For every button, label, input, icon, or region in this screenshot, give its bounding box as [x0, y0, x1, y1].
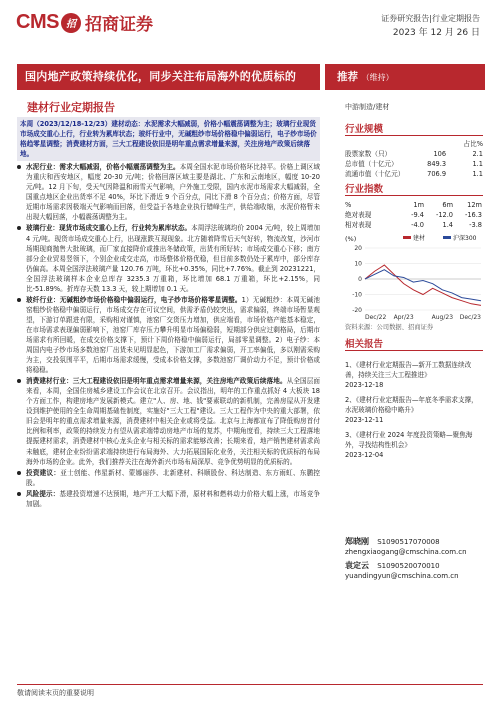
sector-label: 中游制造/建材 [345, 103, 390, 111]
y-tick-label: 20 [354, 245, 362, 252]
table-row [345, 159, 483, 169]
table-cell: 流通市值（十亿元） [345, 170, 405, 178]
paragraph-text: 本周浮法玻璃均价 2004 元/吨，较上周增加 4 元/吨。现货市场成交重心上行，出现涨跌互现现象。北方随着降雪后天气好转，物流改复，沙河市场期现商抛售大批玻璃，而厂家直接降价或推出冬储政策，出货有所好转；市场成交重心下移；南方部分企业贸易竖领下，个别企业成交走高，市场整体价格优稳，但目前多数仍处于累库中，部分库存仍偏高。本周全国浮法玻璃产量 120.76 万吨，环比+0.35%，同比+7.76%。截止到 20231221，全国浮法玻璃样本企业总库存 3235.3 万重箱，环比增加 68.1 万重箱，环比+2.15%，同比-51.89%。折库存天数 13.3 天，较上期增加 0.1 天。 [26, 224, 320, 293]
table-cell: -12.0 [435, 211, 453, 219]
chart-yticks [352, 245, 362, 314]
table-cell: 股票家数（只） [345, 150, 392, 158]
divider [345, 135, 483, 136]
chart-source: 资料来源：公司数据、招商证券 [345, 324, 434, 331]
paragraph-risk [17, 489, 320, 509]
paragraph-text: 从全国层面来看，本周，全国住房城乡建设工作会议在北京召开。会议指出，明年的工作重点抓好 4 大板块 18 个方面工作，构建房地产发展新模式。建立"人、房、地、钱"要素联动的新机制，完善房屋从开发建设到维护使用的全生命周期基础性制度，实施好"三大工程"建设。三大工程作为中央的重大部署，依旧会是明年的重点需求增量来源，消费建材中相关企业或将受益。北京与上海都宣布了降低购房首付比例和利率，政策的持续发力有望从需求端带动房地产市场的复苏，中期角度看，持续三大工程落地提振建材需求，消费建材中核心龙头企业与相关标的需求能够改善；长期来看，地产销售建材需求尚未触底，建材企业纷纷需求端持续进行布局海外、大力拓展国际化业务，关注相关标的优质标的布局海外市场的企业。此外，我们推荐关注在海外新兴市场布局深厚、竞争优势明显的优质标的。 [26, 377, 321, 466]
bullet-icon [17, 379, 21, 383]
related-report-item[interactable] [345, 395, 483, 425]
table-header-row [345, 200, 483, 210]
related-report-date: 2023-12-18 [345, 381, 384, 389]
related-reports-title: 相关报告 [345, 339, 384, 350]
paragraph-heading: 玻璃行业：现货市场成交重心上行，行业转为累库状态。 [26, 224, 192, 233]
chart-ylabel: (%) [345, 235, 357, 243]
table-cell: 绝对表现 [345, 211, 372, 219]
logo-mark-icon: 招 [61, 13, 81, 33]
bullet-icon [17, 471, 21, 475]
x-tick-label: Apr/23 [393, 314, 414, 321]
table-header-cell: 1m [413, 201, 424, 209]
header-meta [381, 12, 480, 40]
analyst-email[interactable]: yuandingyun@cmschina.com.cn [345, 571, 459, 580]
table-header-row [345, 139, 483, 149]
related-report-date: 2023-12-04 [345, 451, 384, 459]
table-header-cell: 占比% [463, 140, 483, 148]
table-cell: 849.3 [427, 160, 447, 168]
analyst-email[interactable]: zhengxiaogang@cmschina.com.cn [345, 547, 467, 556]
report-type: 证券研究报告|行业定期报告 [381, 14, 480, 23]
rating-banner [325, 64, 485, 90]
related-report-title: 《建材行业定期报告—新开工数据连续改善，持续关注三大工程推进》 [345, 361, 472, 379]
paragraph-text: 基建投资增速不达预期，地产开工大幅下滑，原材料和燃料动力价格大幅上涨，市场竞争加剧。 [26, 489, 321, 508]
divider [345, 195, 483, 196]
paragraph-text: 亚士创能、伟星新材、蒙娜丽莎、北新建材、科顺股份、科达制造、东方雨虹、东鹏控股。 [26, 468, 321, 487]
related-report-number: 3、 [345, 431, 356, 439]
summary-box: 本周（2023/12/18-12/23）建材动态：水泥需求大幅减弱，价格小幅震荡调整为主；玻璃行业现货市场成交重心上行，行业转为累库状态；玻纤行业中，无碱粗纱市场价格稳中偏弱运行，电子纱市场价格趋零星调整；消费建材方面，三大工程建设依旧是明年重点需求增量来源，关注房地产政策后续落地。 [17, 117, 320, 161]
footer-divider [17, 684, 483, 685]
table-header-cell: 6m [442, 201, 453, 209]
x-tick-label: Aug/23 [431, 314, 454, 321]
table-row [345, 169, 483, 179]
y-tick-label: 10 [354, 260, 362, 268]
table-cell: 106 [433, 150, 447, 158]
analyst-block [345, 537, 485, 581]
table-header-cell: % [345, 201, 352, 209]
related-report-date: 2023-12-11 [345, 416, 384, 424]
table-cell: 706.9 [427, 170, 447, 178]
analyst-name: 郑晓刚 [345, 537, 369, 546]
report-title-banner: 国内地产政策持续优化，同步关注布局海外的优质标的 [17, 64, 320, 90]
table-row [345, 210, 483, 220]
paragraph-fiberglass [17, 295, 320, 375]
paragraph-text: 本周全国水泥市场价格环比持平。价格上调区域为重庆和西安地区，幅度 20-30 元/吨；价格回落区域主要是湖北、广东和云南地区，幅度 10-20 元/吨。12 月下旬，受天气因降温和雨雪天气影响，户外施工受限，国内水泥市场需求大幅减弱，全国重点地区企业出货率不足 40%，环比下滑近 9 个百分点，同比下滑 8 个百分点；价格方面，尽管近期市场需求因极端天气影响而回落，但受益于各地企业执行错峰生产，供给端收缩，水泥价格暂未出现大幅回落，小幅震荡调整为主。 [26, 163, 321, 222]
table-cell: -3.8 [469, 221, 482, 229]
paragraph-heading: 投资建议： [26, 468, 61, 477]
rating-label: 推荐 [337, 71, 358, 83]
report-date: 2023 年 12 月 26 日 [392, 28, 480, 38]
y-tick-label: 0 [358, 276, 362, 283]
table-row [345, 149, 483, 159]
industry-scale-title: 行业规模 [345, 124, 384, 135]
main-content [17, 117, 320, 509]
analyst-cert: S1090517070008 [377, 538, 440, 546]
performance-table [345, 200, 483, 230]
analyst-name: 袁定云 [345, 561, 369, 570]
y-tick-label: -20 [352, 307, 362, 314]
paragraph-heading: 消费建材行业：三大工程建设依旧是明年重点需求增量来源，关注房地产政策后续落地。 [26, 377, 287, 386]
x-tick-label: Dec/23 [459, 314, 481, 321]
chart-grid [365, 248, 481, 310]
industry-scale-table [345, 139, 483, 179]
table-cell: 1.1 [472, 170, 483, 178]
table-header-cell: 12m [467, 201, 482, 209]
analyst-entry [345, 561, 485, 572]
performance-chart [343, 232, 485, 322]
related-report-number: 2、 [345, 396, 356, 404]
company-logo [16, 10, 153, 35]
chart-xticks [365, 314, 481, 321]
series-line [365, 270, 481, 301]
paragraph-glass [17, 223, 320, 293]
divider [345, 350, 483, 351]
analyst-cert: S1090520070010 [377, 562, 440, 570]
table-cell: -4.0 [411, 221, 424, 229]
paragraph-cement [17, 162, 320, 222]
table-cell: 1.1 [472, 160, 483, 168]
table-cell: -9.4 [411, 211, 424, 219]
table-cell: 相对表现 [345, 221, 372, 229]
performance-title: 行业指数 [345, 184, 384, 195]
table-cell: 1.4 [442, 221, 453, 229]
analyst-entry [345, 537, 485, 548]
paragraph-investment [17, 468, 320, 488]
logo-company-name: 招商证券 [84, 15, 153, 35]
table-cell: 总市值（十亿元） [345, 160, 398, 168]
footer-note: 敬请阅读末页的重要说明 [17, 689, 94, 697]
legend-swatch [403, 236, 411, 239]
legend-label: 沪深300 [453, 235, 477, 242]
related-report-title: 《建材行业 2024 年度投资策略—聚焦海外，寻找结构性机会》 [345, 431, 473, 449]
bullet-icon [17, 492, 21, 496]
related-report-number: 1、 [345, 361, 356, 369]
paragraph-consumer-materials [17, 376, 320, 466]
related-reports-list [345, 360, 483, 460]
bullet-icon [17, 298, 21, 302]
bullet-icon [17, 226, 21, 230]
chart-series [365, 265, 481, 305]
paragraph-heading: 风险提示： [26, 489, 60, 498]
report-subtitle: 建材行业定期报告 [27, 101, 115, 114]
paragraph-heading: 玻纤行业：无碱粗纱市场价格稳中偏弱运行，电子纱市场价格零星调整。 [26, 295, 242, 304]
related-report-item[interactable] [345, 430, 483, 460]
paragraph-text: 1）无碱粗纱：本周无碱池窑粗纱价格稳中偏弱运行，市场成交存在可议空间，供需矛盾仍较突出，需求偏弱，终端市场暂显观望，下游订单跟进有限，采购相对谨慎，池窑厂交货压力增加，供应端看，市场价格产能基本稳定，在市场需求表现偏弱影响下，池窑厂库存压力攀升明显市场偏稳弱，短期部分供应过剩格局，后期市场需求有所回暖，在成交价格支撑下，预计下周价格稳中偏弱运行，局部零星调整。2）电子纱：本周国内电子纱市场多数池窑厂出货未见明显起色，下游加工厂需求偏弱，开工率偏低，多以刚需采购为主，交投氛围平平，后期市场需求缓慢，受成本价格支撑，多数池窑厂调价动力不足，预计价格或将稳稳。 [26, 295, 321, 375]
chart-legend [403, 234, 477, 242]
logo-cms-text: CMS [16, 11, 59, 33]
table-row [345, 220, 483, 230]
legend-label: 建材 [413, 235, 426, 242]
y-tick-label: -10 [352, 291, 362, 299]
x-tick-label: Dec/22 [365, 314, 387, 321]
related-report-item[interactable] [345, 360, 483, 390]
bullet-icon [17, 165, 21, 169]
legend-swatch [443, 236, 451, 239]
rating-note: （维持） [361, 73, 394, 82]
table-cell: -16.3 [464, 211, 482, 219]
paragraph-heading: 水泥行业：需求大幅减弱，价格小幅震荡调整为主。 [26, 163, 180, 172]
related-report-title: 《建材行业定期报告—年底冬季需求支撑，水泥玻璃价格稳中略升》 [345, 396, 478, 414]
table-cell: 2.1 [472, 150, 483, 158]
